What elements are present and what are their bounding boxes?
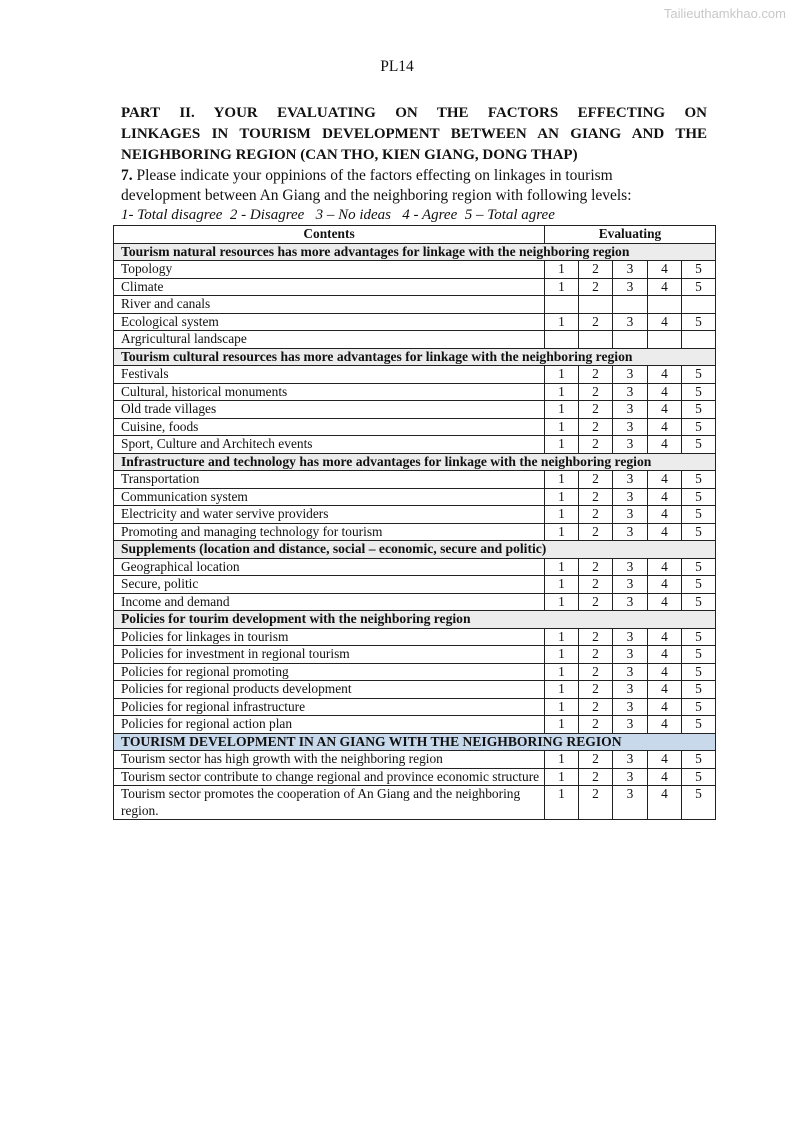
table-row	[114, 506, 716, 524]
rating-option-4[interactable]: 4	[648, 436, 682, 454]
group-title: Tourism natural resources has more advantages for linkage with the neighboring region	[114, 243, 716, 261]
rating-option-1[interactable]: 1	[545, 418, 579, 436]
rating-option-2[interactable]: 2	[579, 261, 613, 279]
rating-option-2[interactable]: 2	[579, 523, 613, 541]
group-header-row	[114, 541, 716, 559]
factor-label: Transportation	[114, 471, 545, 489]
table-row	[114, 261, 716, 279]
rating-option-2[interactable]: 2	[579, 313, 613, 331]
rating-option-5[interactable]	[682, 296, 716, 314]
table-row	[114, 751, 716, 769]
rating-option-3[interactable]: 3	[613, 261, 648, 279]
factor-label: Tourism sector contribute to change regional and province economic structure	[114, 768, 545, 786]
rating-option-3[interactable]: 3	[613, 436, 648, 454]
rating-option-2[interactable]: 2	[579, 418, 613, 436]
rating-option-5[interactable]: 5	[682, 488, 716, 506]
table-row	[114, 716, 716, 734]
rating-option-4[interactable]: 4	[648, 401, 682, 419]
rating-option-3[interactable]: 3	[613, 523, 648, 541]
rating-option-2[interactable]: 2	[579, 558, 613, 576]
factor-label: Topology	[114, 261, 545, 279]
scale-legend: 1- Total disagree 2 - Disagree 3 – No ideas 4 - Agree 5 – Total agree	[121, 207, 555, 223]
table-row	[114, 786, 716, 820]
rating-option-1[interactable]: 1	[545, 628, 579, 646]
rating-option-5[interactable]: 5	[682, 436, 716, 454]
factor-label: Old trade villages	[114, 401, 545, 419]
rating-option-1[interactable]: 1	[545, 716, 579, 734]
rating-option-3[interactable]: 3	[613, 366, 648, 384]
rating-option-1[interactable]: 1	[545, 646, 579, 664]
rating-option-1[interactable]: 1	[545, 751, 579, 769]
rating-option-2[interactable]	[579, 331, 613, 349]
evaluating-header: Evaluating	[545, 226, 716, 244]
rating-option-5[interactable]: 5	[682, 716, 716, 734]
rating-option-5[interactable]	[682, 331, 716, 349]
rating-option-4[interactable]: 4	[648, 768, 682, 786]
rating-option-4[interactable]: 4	[648, 593, 682, 611]
factor-label: Policies for linkages in tourism	[114, 628, 545, 646]
rating-option-3[interactable]: 3	[613, 418, 648, 436]
factor-label: Policies for regional action plan	[114, 716, 545, 734]
factor-label: Electricity and water servive providers	[114, 506, 545, 524]
factor-label: Policies for regional promoting	[114, 663, 545, 681]
factor-label: Tourism sector promotes the cooperation of An Giang and the neighboring region.	[114, 786, 545, 820]
rating-option-1[interactable]: 1	[545, 523, 579, 541]
rating-option-3[interactable]: 3	[613, 751, 648, 769]
factor-label: Secure, politic	[114, 576, 545, 594]
rating-option-3[interactable]: 3	[613, 506, 648, 524]
rating-option-5[interactable]: 5	[682, 261, 716, 279]
rating-option-2[interactable]: 2	[579, 751, 613, 769]
rating-option-2[interactable]: 2	[579, 681, 613, 699]
question-line: development between An Giang and the neighboring region with following levels:	[121, 187, 632, 204]
rating-option-4[interactable]: 4	[648, 681, 682, 699]
watermark: Tailieuthamkhao.com	[663, 6, 786, 21]
rating-option-3[interactable]: 3	[613, 698, 648, 716]
table-row	[114, 698, 716, 716]
rating-option-1[interactable]: 1	[545, 471, 579, 489]
rating-option-1[interactable]: 1	[545, 278, 579, 296]
rating-option-2[interactable]: 2	[579, 436, 613, 454]
heading-line: NEIGHBORING REGION (CAN THO, KIEN GIANG, DONG THAP)	[121, 147, 578, 163]
table-row	[114, 401, 716, 419]
rating-option-1[interactable]: 1	[545, 506, 579, 524]
question-text	[121, 166, 707, 206]
rating-option-1[interactable]: 1	[545, 593, 579, 611]
rating-option-4[interactable]: 4	[648, 576, 682, 594]
rating-option-2[interactable]	[579, 296, 613, 314]
rating-option-3[interactable]	[613, 331, 648, 349]
table-row	[114, 681, 716, 699]
rating-option-4[interactable]: 4	[648, 471, 682, 489]
table-row	[114, 576, 716, 594]
rating-option-4[interactable]: 4	[648, 786, 682, 820]
table-row	[114, 366, 716, 384]
rating-option-1[interactable]: 1	[545, 558, 579, 576]
rating-option-4[interactable]: 4	[648, 751, 682, 769]
rating-option-3[interactable]: 3	[613, 681, 648, 699]
table-row	[114, 471, 716, 489]
rating-option-2[interactable]: 2	[579, 786, 613, 820]
rating-option-4[interactable]: 4	[648, 716, 682, 734]
table-row	[114, 663, 716, 681]
rating-option-1[interactable]: 1	[545, 383, 579, 401]
rating-option-5[interactable]: 5	[682, 681, 716, 699]
factor-label: Promoting and managing technology for tourism	[114, 523, 545, 541]
rating-option-4[interactable]: 4	[648, 628, 682, 646]
rating-option-3[interactable]: 3	[613, 768, 648, 786]
rating-option-3[interactable]: 3	[613, 313, 648, 331]
rating-option-1[interactable]: 1	[545, 681, 579, 699]
rating-option-1[interactable]: 1	[545, 786, 579, 820]
rating-option-2[interactable]: 2	[579, 698, 613, 716]
rating-option-3[interactable]: 3	[613, 716, 648, 734]
rating-option-5[interactable]: 5	[682, 786, 716, 820]
rating-option-2[interactable]: 2	[579, 628, 613, 646]
rating-option-1[interactable]	[545, 296, 579, 314]
rating-option-2[interactable]: 2	[579, 593, 613, 611]
rating-option-4[interactable]: 4	[648, 558, 682, 576]
rating-option-5[interactable]: 5	[682, 366, 716, 384]
factor-label: Communication system	[114, 488, 545, 506]
rating-option-2[interactable]: 2	[579, 488, 613, 506]
rating-option-4[interactable]: 4	[648, 663, 682, 681]
group-header-row	[114, 243, 716, 261]
rating-option-2[interactable]: 2	[579, 383, 613, 401]
rating-option-5[interactable]: 5	[682, 646, 716, 664]
rating-option-4[interactable]: 4	[648, 313, 682, 331]
heading-line: LINKAGES IN TOURISM DEVELOPMENT BETWEEN AN GIANG AND THE	[121, 126, 707, 142]
table-row	[114, 296, 716, 314]
question-number: 7.	[121, 167, 133, 184]
rating-option-5[interactable]: 5	[682, 383, 716, 401]
rating-option-5[interactable]: 5	[682, 768, 716, 786]
rating-option-3[interactable]: 3	[613, 401, 648, 419]
rating-option-3[interactable]: 3	[613, 628, 648, 646]
contents-header: Contents	[114, 226, 545, 244]
group-header-row	[114, 348, 716, 366]
rating-option-5[interactable]: 5	[682, 278, 716, 296]
factor-label: Ecological system	[114, 313, 545, 331]
factor-label: Tourism sector has high growth with the neighboring region	[114, 751, 545, 769]
table-row	[114, 558, 716, 576]
rating-option-1[interactable]: 1	[545, 576, 579, 594]
table-row	[114, 593, 716, 611]
factor-label: River and canals	[114, 296, 545, 314]
rating-option-4[interactable]: 4	[648, 523, 682, 541]
rating-option-5[interactable]: 5	[682, 593, 716, 611]
rating-option-5[interactable]: 5	[682, 506, 716, 524]
heading-line: PART II. YOUR EVALUATING ON THE FACTORS EFFECTING ON	[121, 105, 707, 121]
rating-option-2[interactable]: 2	[579, 401, 613, 419]
evaluation-table	[113, 225, 716, 820]
factor-label: Policies for regional products development	[114, 681, 545, 699]
rating-option-2[interactable]: 2	[579, 506, 613, 524]
factor-label: Income and demand	[114, 593, 545, 611]
table-row	[114, 523, 716, 541]
rating-option-4[interactable]	[648, 296, 682, 314]
rating-option-3[interactable]: 3	[613, 488, 648, 506]
rating-option-4[interactable]: 4	[648, 366, 682, 384]
group-title: Tourism cultural resources has more advantages for linkage with the neighboring region	[114, 348, 716, 366]
group-title: Infrastructure and technology has more advantages for linkage with the neighboring region	[114, 453, 716, 471]
rating-option-1[interactable]: 1	[545, 768, 579, 786]
group-title: Supplements (location and distance, social – economic, secure and politic)	[114, 541, 716, 559]
page-label: PL14	[380, 58, 414, 75]
group-header-row	[114, 733, 716, 751]
rating-option-5[interactable]: 5	[682, 418, 716, 436]
factor-label: Festivals	[114, 366, 545, 384]
rating-option-4[interactable]: 4	[648, 698, 682, 716]
rating-option-5[interactable]: 5	[682, 628, 716, 646]
rating-option-5[interactable]: 5	[682, 558, 716, 576]
rating-option-5[interactable]: 5	[682, 576, 716, 594]
factor-label: Cuisine, foods	[114, 418, 545, 436]
rating-option-4[interactable]: 4	[648, 488, 682, 506]
rating-option-2[interactable]: 2	[579, 663, 613, 681]
table-row	[114, 646, 716, 664]
rating-option-5[interactable]: 5	[682, 401, 716, 419]
rating-option-1[interactable]: 1	[545, 401, 579, 419]
rating-option-4[interactable]: 4	[648, 278, 682, 296]
rating-option-3[interactable]: 3	[613, 558, 648, 576]
rating-option-4[interactable]	[648, 331, 682, 349]
rating-option-3[interactable]: 3	[613, 663, 648, 681]
rating-option-2[interactable]: 2	[579, 646, 613, 664]
group-title: Policies for tourim development with the neighboring region	[114, 611, 716, 629]
rating-option-5[interactable]: 5	[682, 663, 716, 681]
group-title: TOURISM DEVELOPMENT IN AN GIANG WITH THE NEIGHBORING REGION	[114, 733, 716, 751]
rating-option-4[interactable]: 4	[648, 506, 682, 524]
rating-option-2[interactable]: 2	[579, 716, 613, 734]
factor-label: Argricultural landscape	[114, 331, 545, 349]
rating-option-4[interactable]: 4	[648, 646, 682, 664]
table-row	[114, 436, 716, 454]
table-row	[114, 278, 716, 296]
table-row	[114, 418, 716, 436]
rating-option-1[interactable]	[545, 331, 579, 349]
factor-label: Geographical location	[114, 558, 545, 576]
rating-option-1[interactable]: 1	[545, 698, 579, 716]
table-row	[114, 331, 716, 349]
rating-option-2[interactable]: 2	[579, 471, 613, 489]
factor-label: Policies for investment in regional tourism	[114, 646, 545, 664]
rating-option-3[interactable]: 3	[613, 593, 648, 611]
rating-option-5[interactable]: 5	[682, 471, 716, 489]
table-row	[114, 313, 716, 331]
rating-option-2[interactable]: 2	[579, 366, 613, 384]
rating-option-3[interactable]: 3	[613, 576, 648, 594]
rating-option-1[interactable]: 1	[545, 663, 579, 681]
rating-option-1[interactable]: 1	[545, 488, 579, 506]
rating-option-1[interactable]: 1	[545, 436, 579, 454]
question-line: Please indicate your oppinions of the factors effecting on linkages in tourism	[132, 167, 613, 184]
table-row	[114, 628, 716, 646]
rating-option-5[interactable]: 5	[682, 698, 716, 716]
rating-option-1[interactable]: 1	[545, 261, 579, 279]
part-heading	[121, 103, 707, 166]
rating-option-2[interactable]: 2	[579, 576, 613, 594]
group-header-row	[114, 611, 716, 629]
table-header-row	[114, 226, 716, 244]
table-row	[114, 488, 716, 506]
rating-option-3[interactable]: 3	[613, 471, 648, 489]
group-header-row	[114, 453, 716, 471]
factor-label: Cultural, historical monuments	[114, 383, 545, 401]
rating-option-3[interactable]: 3	[613, 786, 648, 820]
table-body	[114, 243, 716, 820]
rating-option-5[interactable]: 5	[682, 751, 716, 769]
table-row	[114, 383, 716, 401]
rating-option-5[interactable]: 5	[682, 523, 716, 541]
rating-option-5[interactable]: 5	[682, 313, 716, 331]
rating-option-1[interactable]: 1	[545, 366, 579, 384]
table-row	[114, 768, 716, 786]
rating-option-3[interactable]	[613, 296, 648, 314]
rating-option-3[interactable]: 3	[613, 278, 648, 296]
factor-label: Climate	[114, 278, 545, 296]
rating-option-2[interactable]: 2	[579, 768, 613, 786]
rating-option-4[interactable]: 4	[648, 383, 682, 401]
rating-option-4[interactable]: 4	[648, 261, 682, 279]
rating-option-1[interactable]: 1	[545, 313, 579, 331]
rating-option-3[interactable]: 3	[613, 646, 648, 664]
rating-option-4[interactable]: 4	[648, 418, 682, 436]
factor-label: Sport, Culture and Architech events	[114, 436, 545, 454]
rating-option-2[interactable]: 2	[579, 278, 613, 296]
factor-label: Policies for regional infrastructure	[114, 698, 545, 716]
rating-option-3[interactable]: 3	[613, 383, 648, 401]
